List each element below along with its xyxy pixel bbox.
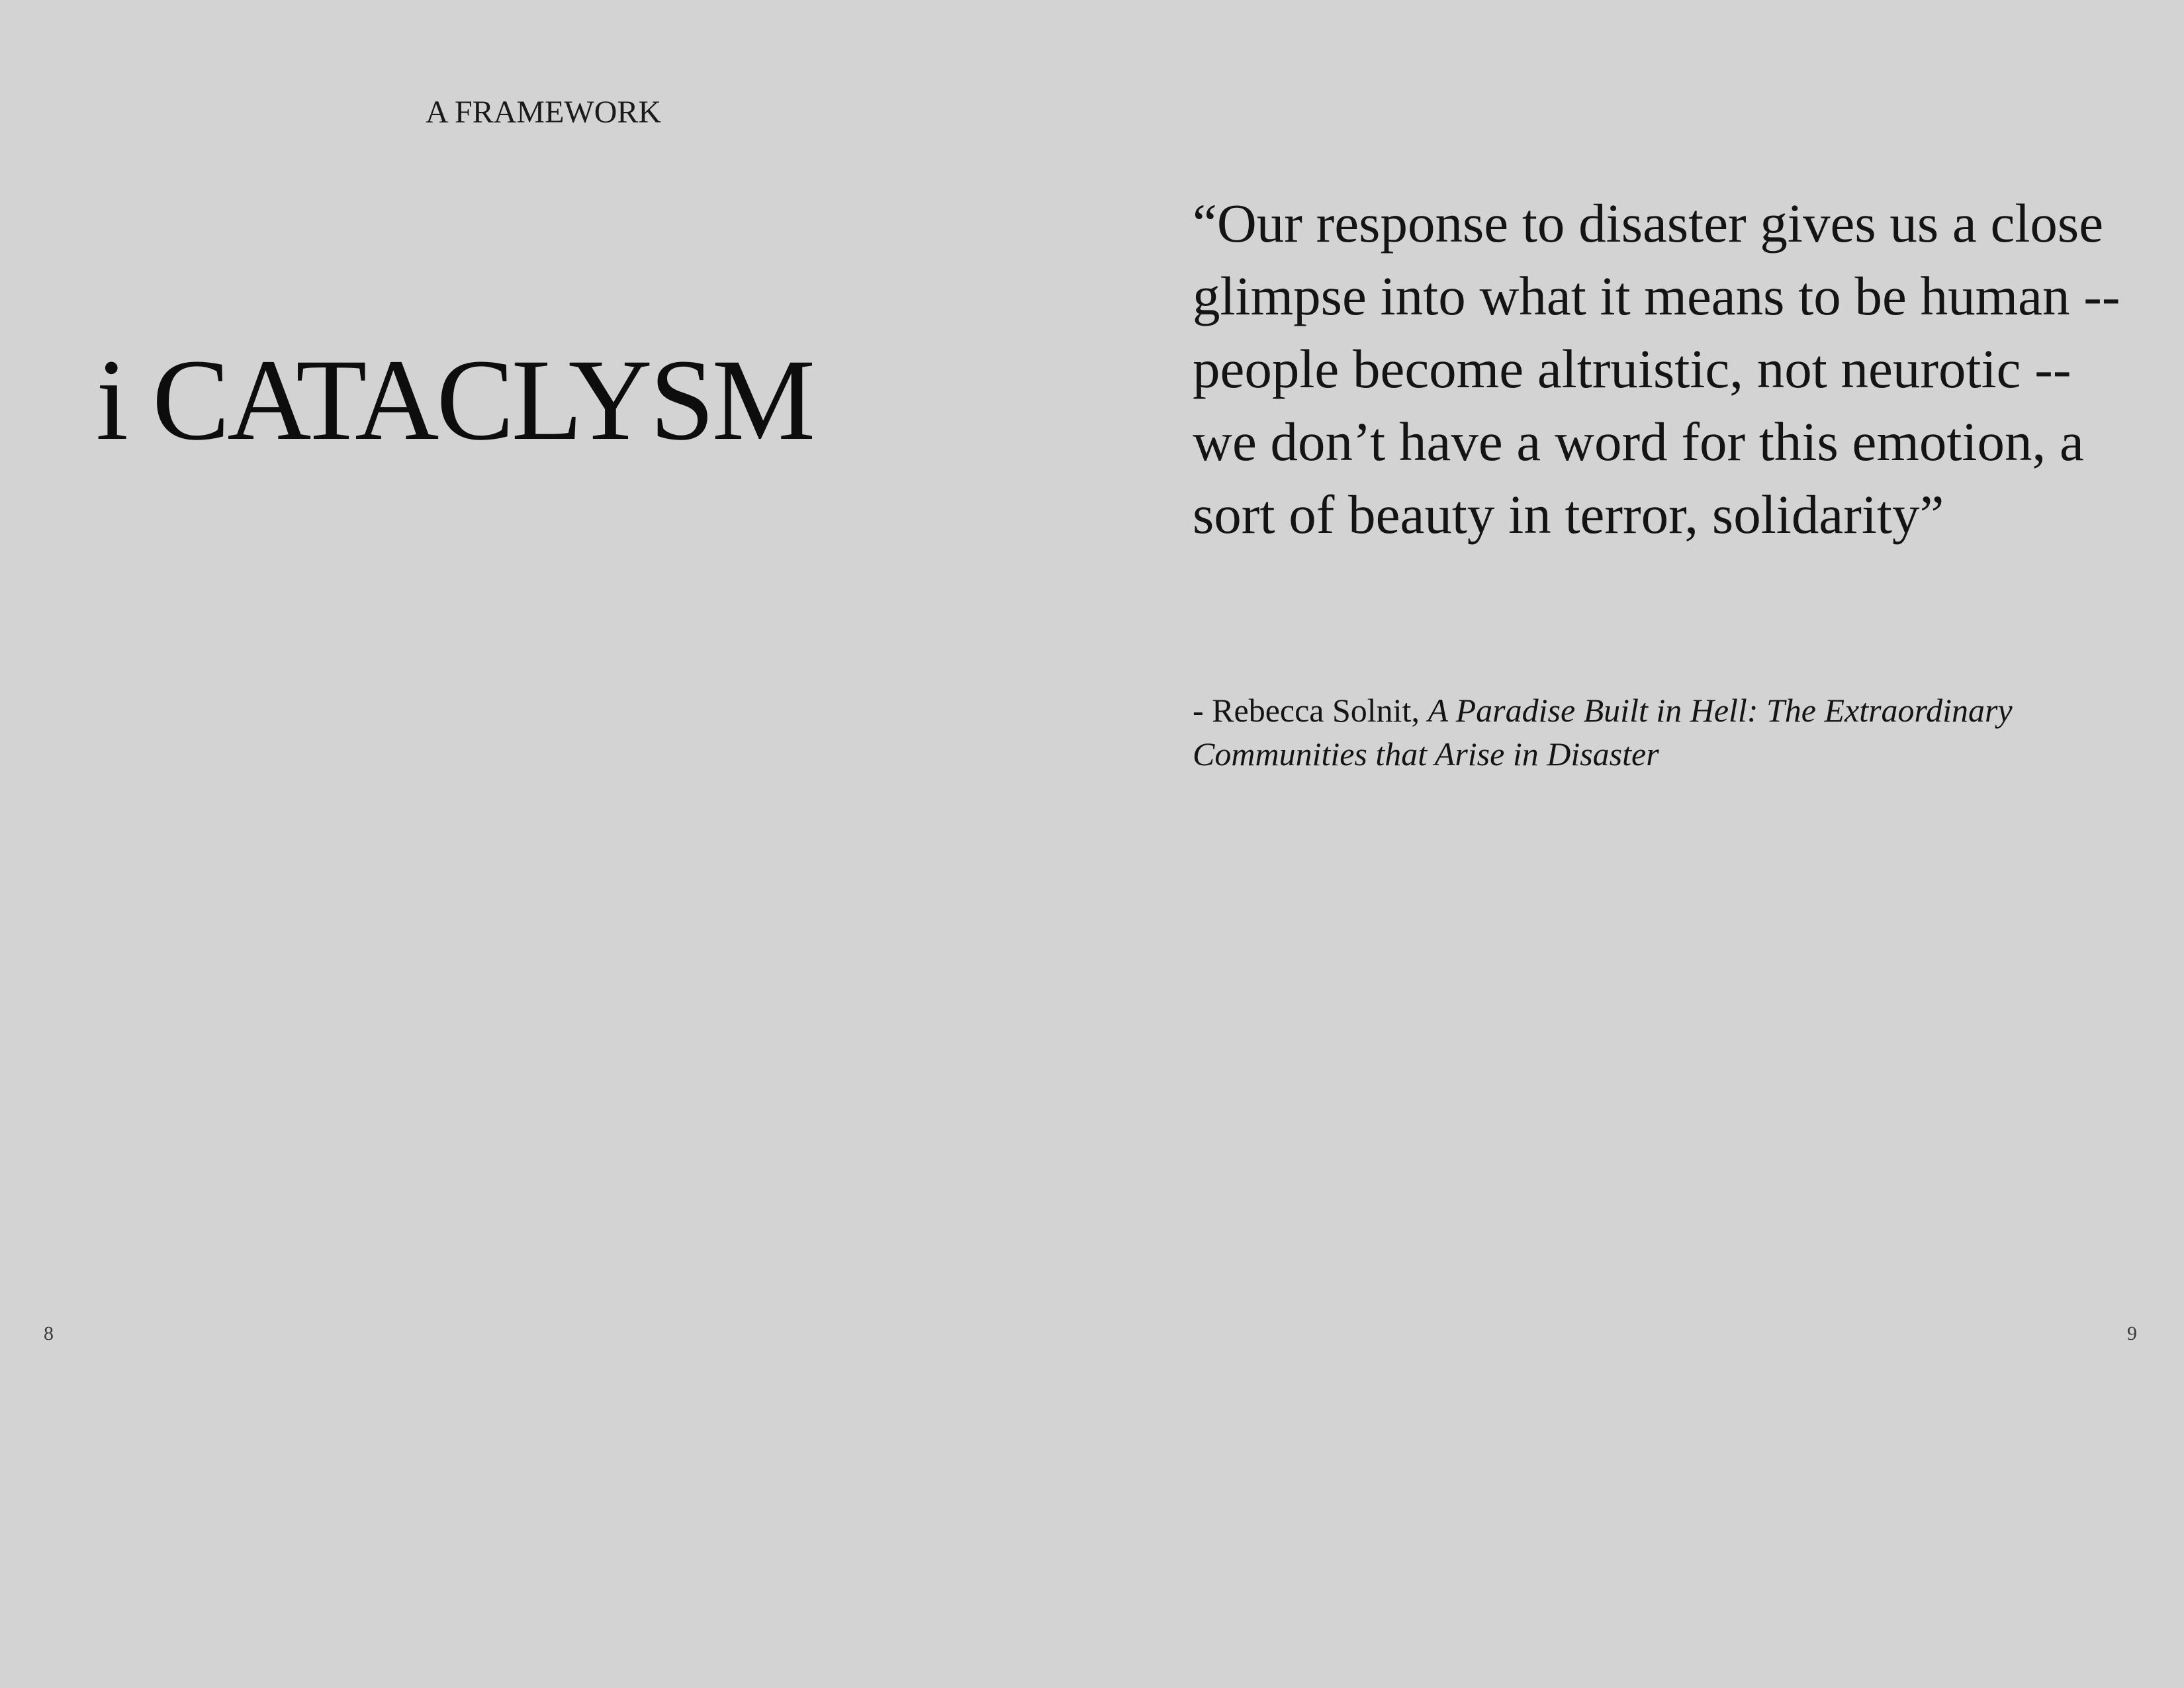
chapter-title: i CATACLYSM [96, 336, 813, 465]
page-number-right: 9 [2127, 1323, 2137, 1344]
attribution-book-title: A Paradise Built in Hell: The Extraordinary Communities that Arise in Disaster [1193, 692, 2013, 773]
epigraph-quote: “Our response to disaster gives us a close glimpse into what it means to be human -- people become altruistic, not neurotic -- we don’t have a word for this emotion, a sort of beauty in terror, solidarity” [1193, 193, 2120, 545]
right-page [1092, 0, 2184, 1688]
running-header: A FRAMEWORK [426, 95, 662, 130]
quote-attribution [1193, 688, 2119, 776]
page-number-left: 8 [44, 1323, 54, 1344]
attribution-author: - Rebecca Solnit, [1193, 692, 1428, 729]
